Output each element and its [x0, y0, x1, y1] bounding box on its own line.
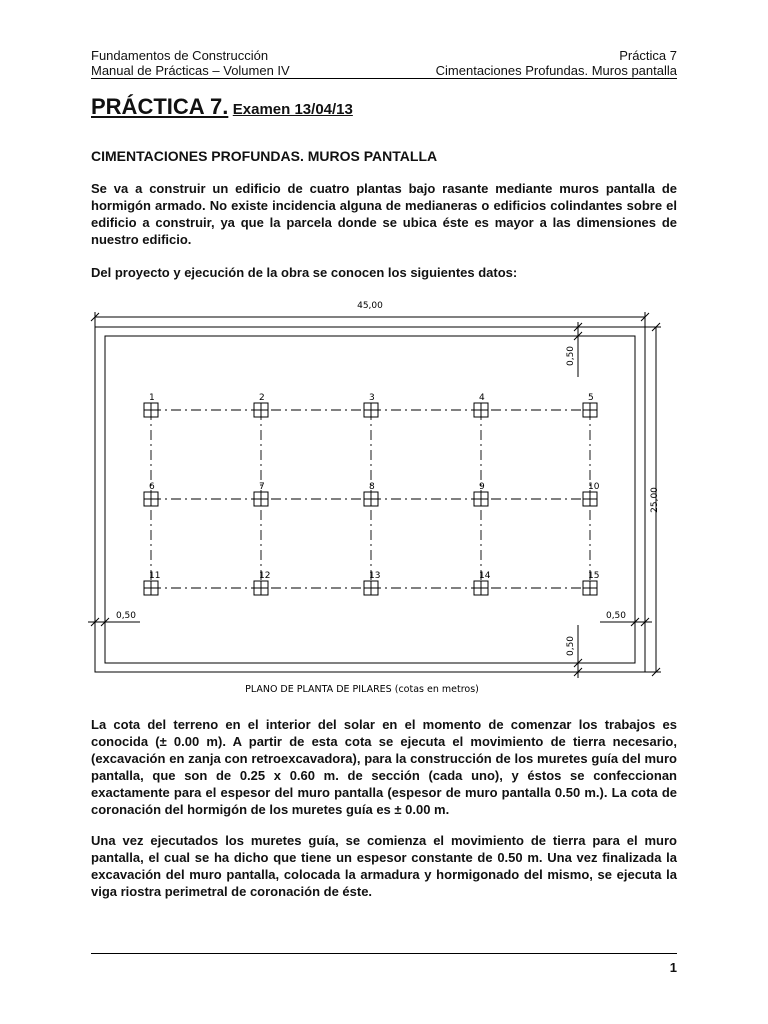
pillar-label-7: 7: [259, 482, 265, 492]
pillar-group: [144, 393, 600, 595]
header-practice-number: Práctica 7: [619, 48, 677, 63]
pillar-label-9: 9: [479, 482, 485, 492]
left-offset-label: 0,50: [115, 611, 137, 621]
pillar-label-4: 4: [479, 393, 485, 403]
header-topic: Cimentaciones Profundas. Muros pantalla: [435, 63, 677, 78]
top-offset-label: 0,50: [566, 345, 576, 367]
paragraph-wall-execution: Una vez ejecutados los muretes guía, se comienza el movimiento de tierra para el muro pantalla, el cual se ha dicho que tiene un espesor constante de 0.50 m. Una vez finalizada la excavación del muro pantalla, colocada la armadura y hormigonado del mismo, se ejecuta la viga riostra perimetral de coronación de éste.: [91, 833, 677, 899]
paragraph-data-lead: Del proyecto y ejecución de la obra se conocen los siguientes datos:: [91, 265, 518, 280]
pillar-label-8: 8: [369, 482, 375, 492]
pillar-label-15: 15: [588, 571, 600, 581]
page-title: [91, 94, 353, 120]
pillar-label-11: 11: [149, 571, 161, 581]
footer-divider: [91, 953, 677, 954]
height-dimension-label: 25,00: [650, 487, 660, 513]
header-divider: [91, 78, 677, 79]
pillar-label-1: 1: [149, 393, 155, 403]
pillar-label-12: 12: [259, 571, 271, 581]
pillar-label-13: 13: [369, 571, 381, 581]
plan-caption-title: PLANO DE PLANTA DE PILARES: [245, 684, 392, 695]
practice-title: PRÁCTICA 7.: [91, 94, 229, 119]
pillar-label-6: 6: [149, 482, 155, 492]
pillar-floor-plan: [0, 290, 768, 710]
page-number: 1: [669, 960, 677, 975]
pillar-label-14: 14: [479, 571, 491, 581]
bottom-offset-label: 0,50: [566, 635, 576, 657]
paragraph-guide-walls: La cota del terreno en el interior del solar en el momento de comenzar los trabajos es conocida (± 0.00 m). A partir de esta cota se ejecuta el movimiento de tierra necesario, (excavación en zanja con retroexcavadora), para la construcción de los muretes guía del muro pantalla, que son de 0.25 x 0.60 m. de sección (cada uno), y éstos se confeccionan exactamente para el espesor del muro pantalla (espesor de muro pantalla 0.50 m.). La cota de coronación del hormigón de los muretes guía es ± 0.00 m.: [91, 717, 677, 817]
width-dimension-label: 45,00: [357, 301, 383, 311]
pillar-label-10: 10: [588, 482, 600, 492]
pillar-label-2: 2: [259, 393, 265, 403]
plan-caption: [245, 684, 479, 695]
pillar-label-5: 5: [588, 393, 594, 403]
paragraph-intro: Se va a construir un edificio de cuatro plantas bajo rasante mediante muros pantalla de hormigón armado. No existe incidencia alguna de medianeras o edificios colindantes sobre el edificio a construir, ya que la parcela donde se ubica éste es mayor a las dimensiones de nuestro edificio.: [91, 181, 677, 247]
right-offset-label: 0,50: [605, 611, 627, 621]
header-manual-volume: Manual de Prácticas – Volumen IV: [91, 63, 290, 78]
header-course-title: Fundamentos de Construcción: [91, 48, 269, 63]
pillar-label-3: 3: [369, 393, 375, 403]
section-heading: CIMENTACIONES PROFUNDAS. MUROS PANTALLA: [91, 148, 438, 164]
plan-caption-units: (cotas en metros): [394, 684, 479, 695]
exam-date: Examen 13/04/13: [232, 101, 353, 118]
